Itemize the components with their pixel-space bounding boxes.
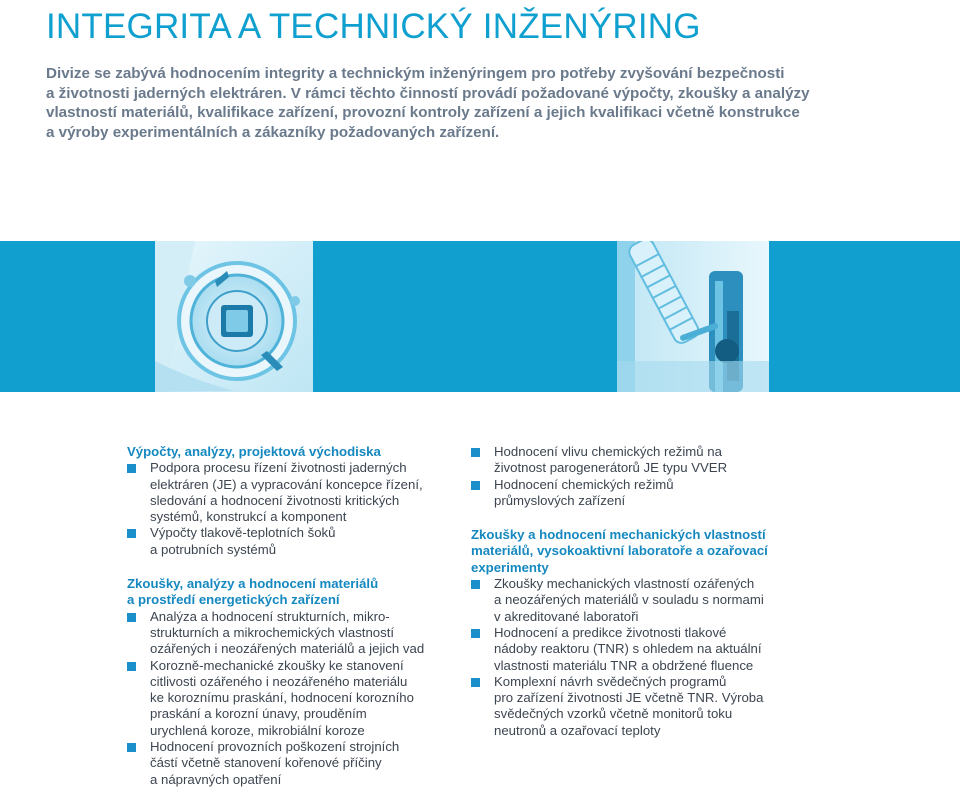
list-item: [127, 460, 447, 525]
list-item-line: praskání a korozní únavy, prouděním: [150, 706, 367, 722]
list-item-line: životnost parogenerátorů JE typu VVER: [494, 460, 728, 476]
laboratory-equipment-photo: [155, 241, 313, 392]
list-item-line: urychlená koroze, mikrobiální koroze: [150, 722, 365, 738]
section-title-line: Zkoušky, analýzy a hodnocení materiálů: [127, 576, 379, 592]
list-item-line: Hodnocení a predikce životnosti tlakové: [494, 624, 727, 640]
intro-line: Divize se zabývá hodnocením integrity a technickým inženýringem pro potřeby zvyšování bezpečnosti: [46, 65, 785, 82]
intro-line: vlastností materiálů, kvalifikace zařízení, provozní kontroly zařízení a jejich kvalifikaci včetně konstrukce: [46, 104, 800, 121]
list-item-line: částí včetně stanovení kořenové příčiny: [150, 755, 382, 771]
list-item-line: Korozně-mechanické zkoušky ke stanovení: [150, 657, 404, 673]
list-item: [127, 739, 447, 788]
list-item-line: elektráren (JE) a vypracování koncepce řízení,: [150, 476, 423, 492]
list-item-line: Hodnocení chemických režimů: [494, 476, 674, 492]
mechanical-list: [471, 576, 791, 739]
list-item-line: svědečných vzorků včetně monitorů toku: [494, 706, 733, 722]
intro-line: a životnosti jaderných elektráren. V rámci těchto činností provádí požadované výpočty, zkoušky a analýzy: [46, 84, 810, 102]
list-item-line: v akreditované laboratoři: [494, 608, 639, 624]
section-title-materials: [127, 576, 447, 609]
list-item-line: a neozářených materiálů v souladu s normami: [494, 592, 764, 608]
section-title-calculations: [127, 444, 447, 460]
list-item: [471, 576, 791, 625]
list-item: [471, 444, 791, 477]
intro-line: a výroby experimentálních a zákazníky požadovaných zařízení.: [46, 123, 500, 141]
list-item-line: Analýza a hodnocení strukturních, mikro-: [150, 608, 390, 624]
section-title-line: Zkoušky a hodnocení mechanických vlastností: [471, 527, 766, 543]
chemistry-list: [471, 444, 791, 509]
list-item-line: Výpočty tlakově-teplotních šoků: [150, 525, 336, 541]
list-item-line: ozářených i neozářených materiálů a jejich vad: [150, 641, 425, 657]
list-item-line: strukturních a mikrochemických vlastností: [150, 624, 395, 640]
section-title-mechanical: [471, 527, 791, 576]
left-column: [127, 444, 447, 788]
list-item-line: pro zařízení životnosti JE včetně TNR. Výroba: [494, 690, 764, 706]
list-item-line: ke koroznímu praskání, hodnocení korozního: [150, 690, 414, 706]
list-item: [127, 658, 447, 739]
list-item-line: a nápravných opatření: [150, 771, 282, 787]
list-item: [471, 674, 791, 739]
list-item-line: Zkoušky mechanických vlastností ozářených: [494, 576, 755, 592]
list-item-line: Komplexní návrh svědečných programů: [494, 673, 727, 689]
blue-photo-band: [0, 241, 960, 392]
list-item-line: nádoby reaktoru (TNR) s ohledem na aktuální: [494, 641, 762, 657]
list-item-line: Hodnocení vlivu chemických režimů na: [494, 444, 722, 459]
list-item-line: vlastnosti materiálu TNR a obdržené fluence: [494, 657, 754, 673]
materials-list: [127, 609, 447, 788]
list-item: [471, 625, 791, 674]
page-title: INTEGRITA A TECHNICKÝ INŽENÝRING: [46, 7, 701, 46]
list-item-line: průmyslových zařízení: [494, 492, 626, 508]
list-item: [127, 609, 447, 658]
list-item-line: neutronů a ozařovací teploty: [494, 722, 661, 738]
intro-paragraph: [46, 64, 926, 142]
list-item: [471, 477, 791, 510]
calculations-list: [127, 460, 447, 558]
section-title-line: materiálů, vysokoaktivní laboratoře a ozařovací: [471, 543, 768, 559]
list-item-line: sledování a hodnocení životnosti kritických: [150, 492, 400, 508]
list-item-line: Podpora procesu řízení životnosti jaderných: [150, 460, 407, 476]
list-item-line: Hodnocení provozních poškození strojních: [150, 739, 400, 755]
list-item-line: citlivosti ozářeného i neozářeného materiálu: [150, 673, 408, 689]
list-item-line: systémů, konstrukcí a komponent: [150, 509, 347, 525]
right-column: [471, 444, 791, 739]
list-item: [127, 525, 447, 558]
section-title-line: a prostředí energetických zařízení: [127, 592, 340, 608]
irradiation-probe-photo: [617, 241, 769, 392]
section-title-line: experimenty: [471, 559, 549, 575]
section-title-line: Výpočty, analýzy, projektová východiska: [127, 444, 381, 459]
list-item-line: a potrubních systémů: [150, 541, 277, 557]
